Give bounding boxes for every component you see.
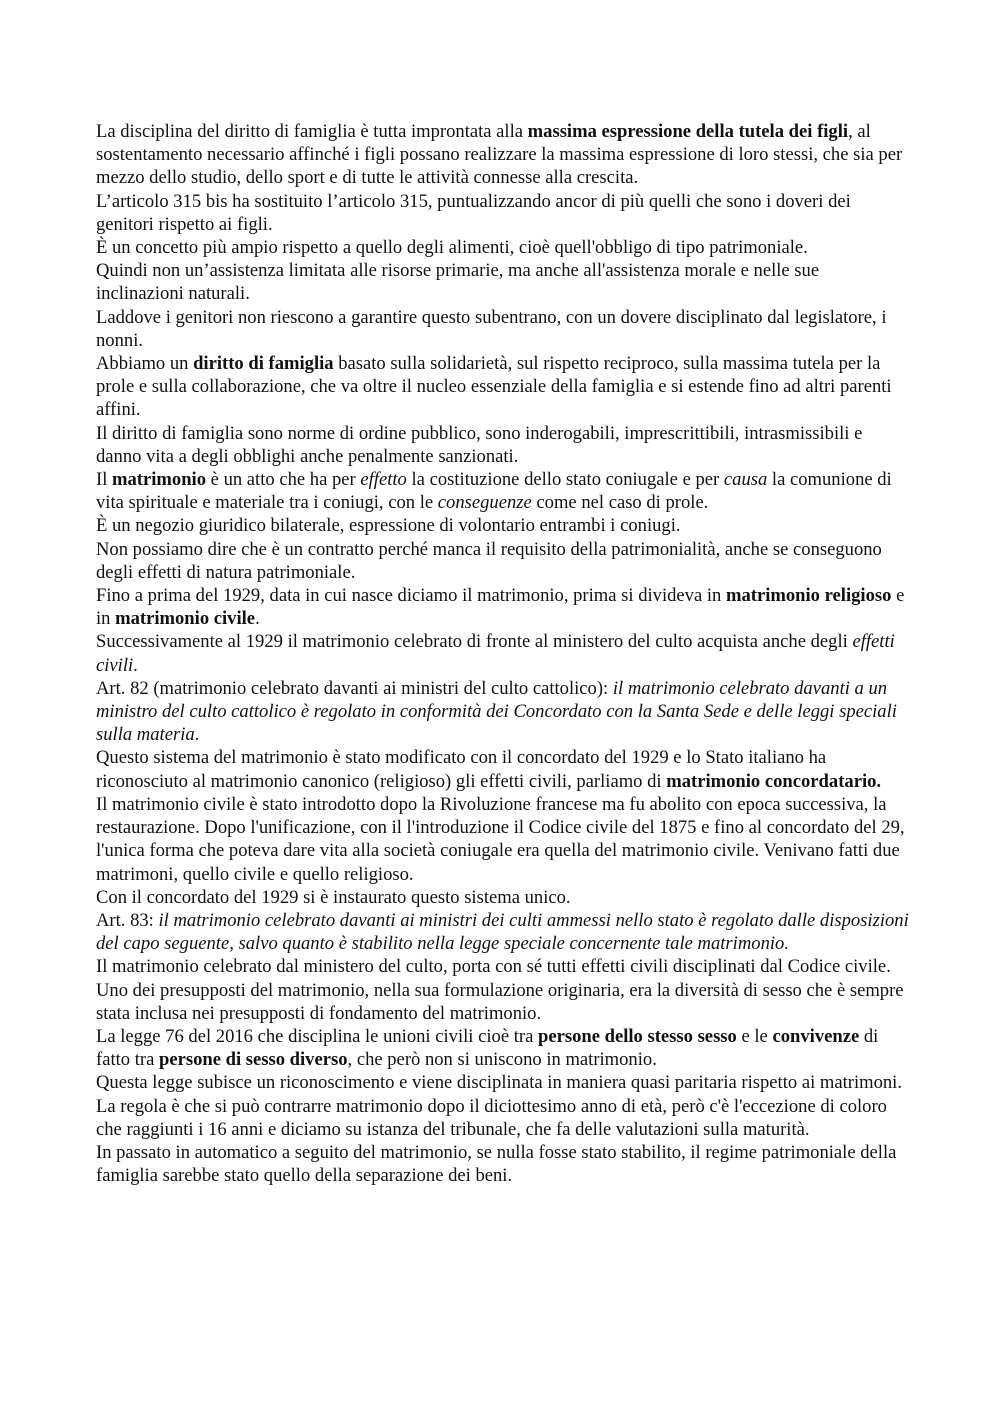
text-segment: , al sostentamento necessario affinché i figli possano realizzare la massima espressione di loro stessi, che sia per mezzo dello studio, dello sport e di tutte le attività connesse alla crescita. [96, 121, 903, 189]
bold-text: matrimonio concordatario. [666, 770, 882, 792]
bold-text: matrimonio [112, 469, 207, 491]
italic-text: il matrimonio celebrato davanti a un ministro del culto cattolico è regolato in conformità dei Concordato con la Santa Sede e delle leggi speciali sulla materia [96, 677, 897, 746]
text-segment: Il matrimonio civile è stato introdotto dopo la Rivoluzione francese ma fu abolito con epoca successiva, la restaurazione. Dopo l'unificazione, con il l'introduzione il Codice civile del 1875 e fino al concordato del 29, l'unica forma che poteva dare vita alla società coniugale era quella del matrimonio civile. Venivano fatti due matrimoni, quello civile e quello religioso. [96, 793, 905, 885]
paragraph [96, 584, 911, 630]
paragraph [96, 909, 911, 955]
text-segment: Uno dei presupposti del matrimonio, nella sua formulazione originaria, era la diversità di sesso che è sempre stata inclusa nei presupposti di fondamento del matrimonio. [96, 979, 904, 1024]
paragraph [96, 746, 911, 792]
document-body [96, 120, 911, 1187]
paragraph [96, 630, 911, 676]
paragraph [96, 886, 911, 909]
text-segment: Non possiamo dire che è un contratto perché manca il requisito della patrimonialità, anche se conseguono degli effetti di natura patrimoniale. [96, 538, 882, 583]
text-segment: È un concetto più ampio rispetto a quello degli alimenti, cioè quell'obbligo di tipo patrimoniale. [96, 237, 808, 259]
paragraph [96, 955, 911, 978]
text-segment: come nel caso di prole. [531, 492, 709, 514]
text-segment: Successivamente al 1929 il matrimonio celebrato di fronte al ministero del culto acquista anche degli [96, 631, 853, 653]
text-segment: , che però non si uniscono in matrimonio. [347, 1049, 657, 1071]
bold-text: massima espressione della tutela dei figli [527, 121, 849, 142]
text-segment: Art. 83: [96, 909, 159, 931]
text-segment: In passato in automatico a seguito del matrimonio, se nulla fosse stato stabilito, il regime patrimoniale della famiglia sarebbe stato quello della separazione dei beni. [96, 1141, 897, 1187]
text-segment: La legge 76 del 2016 che disciplina le unioni civili cioè tra [96, 1025, 538, 1047]
text-segment: È un negozio giuridico bilaterale, espressione di volontario entrambi i coniugi. [96, 515, 681, 537]
text-segment: Il diritto di famiglia sono norme di ordine pubblico, sono inderogabili, imprescrittibili, intrasmissibili e danno vita a degli obblighi anche penalmente sanzionati. [96, 422, 863, 467]
bold-text: persone dello stesso sesso [537, 1025, 737, 1047]
paragraph [96, 1071, 911, 1094]
text-segment: e le [736, 1025, 773, 1047]
text-segment: Abbiamo un [96, 353, 194, 375]
bold-text: matrimonio civile [115, 608, 256, 630]
text-segment: Laddove i genitori non riescono a garantire questo subentrano, con un dovere disciplinato dal legislatore, i nonni. [96, 306, 887, 351]
paragraph [96, 979, 911, 1025]
paragraph [96, 190, 911, 236]
text-segment: è un atto che ha per [206, 469, 361, 491]
italic-text: effetti civili [96, 631, 895, 676]
text-segment: Questo sistema del matrimonio è stato modificato con il concordato del 1929 e lo Stato italiano ha riconosciuto al matrimonio canonico (religioso) gli effetti civili, parliamo di [96, 747, 827, 792]
text-segment: Art. 82 (matrimonio celebrato davanti ai ministri del culto cattolico): [96, 677, 613, 699]
text-segment: Quindi non un’assistenza limitata alle risorse primarie, ma anche all'assistenza morale e nelle sue inclinazioni naturali. [96, 260, 820, 305]
paragraph [96, 120, 911, 190]
paragraph [96, 538, 911, 584]
paragraph [96, 352, 911, 422]
text-segment: Il [96, 469, 113, 491]
paragraph [96, 422, 911, 468]
bold-text: convivenze [772, 1025, 860, 1047]
italic-text: il matrimonio celebrato davanti ai ministri dei culti ammessi nello stato è regolato dalle disposizioni del capo seguente, salvo quanto è stabilito nella legge speciale concernente tale matrimonio. [96, 909, 909, 955]
text-segment: la comunione di vita spirituale e materiale tra i coniugi, con le [96, 469, 892, 514]
italic-text: effetto [360, 469, 407, 491]
text-segment: basato sulla solidarietà, sul rispetto reciproco, sulla massima tutela per la prole e sulla collaborazione, che va oltre il nucleo essenziale della famiglia e si estende fino ad altri parenti affini. [96, 353, 892, 421]
text-segment: e in [96, 585, 905, 630]
paragraph [96, 468, 911, 514]
paragraph [96, 514, 911, 537]
text-segment: L’articolo 315 bis ha sostituito l’articolo 315, puntualizzando ancor di più quelli che sono i doveri dei genitori rispetto ai figli. [96, 190, 851, 235]
text-segment: . [133, 654, 138, 676]
paragraph [96, 306, 911, 352]
paragraph [96, 1025, 911, 1071]
text-segment: . [255, 608, 260, 630]
text-segment: La disciplina del diritto di famiglia è tutta improntata alla [96, 121, 528, 142]
text-segment: la costituzione dello stato coniugale e per [406, 469, 724, 491]
paragraph [96, 677, 911, 747]
text-segment: . [194, 724, 200, 746]
bold-text: diritto di famiglia [193, 353, 334, 375]
text-segment: Con il concordato del 1929 si è instaurato questo sistema unico. [96, 886, 571, 908]
paragraph [96, 1095, 911, 1141]
italic-text: conseguenze [437, 492, 532, 514]
text-segment: La regola è che si può contrarre matrimonio dopo il diciottesimo anno di età, però c'è l'eccezione di coloro che raggiunti i 16 anni e diciamo su istanza del tribunale, che fa delle valutazioni sulla maturità. [96, 1095, 887, 1140]
paragraph [96, 236, 911, 259]
italic-text: causa [723, 469, 768, 491]
text-segment: Il matrimonio celebrato dal ministero del culto, porta con sé tutti effetti civili disciplinati dal Codice civile. [96, 956, 891, 978]
bold-text: persone di sesso diverso [158, 1049, 348, 1071]
paragraph [96, 793, 911, 886]
text-segment: Questa legge subisce un riconoscimento e viene disciplinata in maniera quasi paritaria rispetto ai matrimoni. [96, 1072, 902, 1094]
bold-text: matrimonio religioso [725, 585, 892, 607]
paragraph [96, 259, 911, 305]
text-segment: di fatto tra [96, 1025, 879, 1071]
text-segment: Fino a prima del 1929, data in cui nasce diciamo il matrimonio, prima si divideva in [96, 585, 726, 607]
paragraph [96, 1141, 911, 1187]
